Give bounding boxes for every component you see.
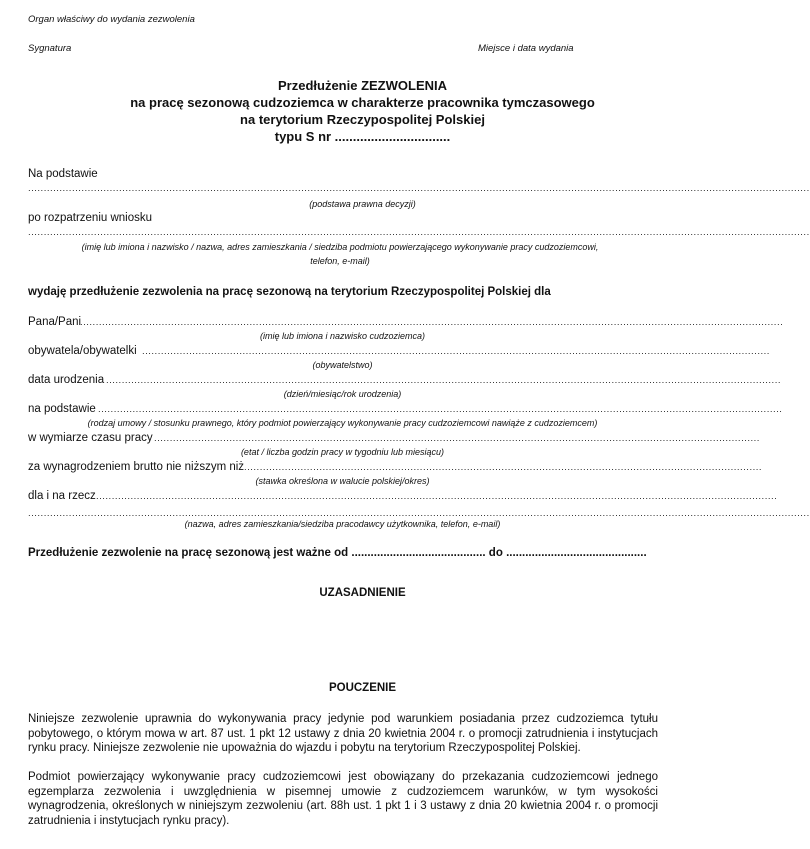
field-label-salary: za wynagrodzeniem brutto nie niższym niż — [28, 461, 245, 473]
employer-dots-2[interactable]: ......................................................................................................................................................................................................................................................... — [28, 508, 810, 519]
pouczenie-paragraph-1: Niniejsze zezwolenie uprawnia do wykonywania pracy jedynie pod warunkiem posiadania przez cudzoziemca tytułu pobytowego, o którym mowa w art. 87 ust. 1 pkt 12 ustawy z dnia 20 kwietnia 2004 r. o promocji zatrudnienia i instytucjach rynku pracy. Niniejsze zezwolenie nie upoważnia do wjazdu i pobytu na terytorium Rzeczypospolitej Polskiej. — [28, 713, 658, 754]
field-dots-birthdate[interactable]: ....................................................................................................................................................................................................................... — [106, 375, 781, 386]
doc-title-line4: typu S nr ................................ — [274, 129, 451, 144]
validity-text: Przedłużenie zezwolenie na pracę sezonową jest ważne od — [28, 547, 349, 559]
field-label-citizenship: obywatela/obywatelki — [28, 345, 137, 357]
field-label-employer: dla i na rzecz — [28, 490, 96, 502]
field-dots-citizenship[interactable]: ........................................................................................................................................................................................................ — [142, 346, 770, 357]
field-caption-name: (imię lub imiona i nazwisko cudzoziemca) — [259, 331, 426, 341]
organ-label: Organ właściwy do wydania zezwolenia — [28, 14, 195, 25]
field-label-birthdate: data urodzenia — [28, 374, 105, 386]
doc-title-line3: na terytorium Rzeczypospolitej Polskiej — [240, 112, 485, 127]
field-dots-contract[interactable]: .......................................................................................................................................................................................................................... — [98, 404, 783, 415]
employer-caption: (nazwa, adres zamieszkania/siedziba pracodawcy użytkownika, telefon, e-mail) — [184, 519, 501, 529]
validity-from-dots[interactable]: .......................................... — [351, 547, 486, 559]
request-caption-2: telefon, e-mail) — [310, 256, 370, 266]
place-date-label: Miejsce i data wydania — [478, 43, 574, 54]
basis-dots: ......................................................................................................................................................................................................................................................... — [28, 183, 810, 194]
validity-do-label: do — [488, 547, 503, 559]
request-caption-1: (imię lub imiona i nazwisko / nazwa, adres zamieszkania / siedziba podmiotu powierzającego wykonywanie pracy cudzoziemcowi, — [81, 242, 599, 252]
field-dots-worktime[interactable]: ................................................................................................................................................................................................. — [154, 433, 760, 444]
field-dots-salary[interactable]: ..................................................................................................................................................................... — [244, 462, 763, 473]
field-label-worktime: w wymiarze czasu pracy — [28, 432, 153, 444]
grant-heading: wydaję przedłużenie zezwolenia na pracę sezonową na terytorium Rzeczypospolitej Polskiej dla — [28, 286, 551, 298]
request-dots: ......................................................................................................................................................................................................................................................... — [28, 227, 810, 238]
basis-caption: (podstawa prawna decyzji) — [309, 199, 416, 209]
pouczenie-paragraph-2: Podmiot powierzający wykonywanie pracy cudzoziemcowi jest obowiązany do przekazania cudzoziemcowi jednego egzemplarza zezwolenia i uwzględnienia w pisemnej umowie z cudzoziemcem warunków, w tym wysokości wynagrodzenia, określonych w niniejszym zezwoleniu (art. 88h ust. 1 pkt 1 i 3 ustawy z dnia 20 kwietnia 2004 r. o promocji zatrudnienia i instytucjach rynku pracy). — [28, 771, 658, 827]
request-label: po rozpatrzeniu wniosku — [28, 212, 153, 224]
validity-to-dots[interactable]: ............................................ — [506, 547, 647, 559]
basis-label: Na podstawie — [28, 168, 98, 180]
doc-title-line1: Przedłużenie ZEZWOLENIA — [277, 78, 447, 93]
field-label-name: Pana/Pani — [28, 316, 82, 328]
field-dots-employer[interactable]: ......................................................................................................................................................................................................................... — [96, 491, 778, 502]
validity-line — [28, 547, 647, 559]
sygnatura-label: Sygnatura — [28, 43, 72, 54]
field-caption-citizenship: (obywatelstwo) — [312, 360, 373, 370]
field-caption-worktime: (etat / liczba godzin pracy w tygodniu lub miesiącu) — [240, 447, 445, 457]
uzasadnienie-heading: UZASADNIENIE — [319, 587, 406, 599]
field-caption-contract: (rodzaj umowy / stosunku prawnego, który podmiot powierzający wykonywanie pracy cudzoziemcowi nawiąże z cudzoziemcem) — [87, 418, 598, 428]
field-label-contract: na podstawie — [28, 403, 96, 415]
pouczenie-heading: POUCZENIE — [328, 682, 397, 694]
field-caption-salary: (stawka określona w walucie polskiej/okres) — [255, 476, 430, 486]
field-caption-birthdate: (dzień/miesiąc/rok urodzenia) — [283, 389, 402, 399]
doc-title-line2: na pracę sezonową cudzoziemca w charakterze pracownika tymczasowego — [130, 95, 595, 110]
field-dots-name[interactable]: ................................................................................................................................................................................................................................ — [80, 317, 784, 328]
